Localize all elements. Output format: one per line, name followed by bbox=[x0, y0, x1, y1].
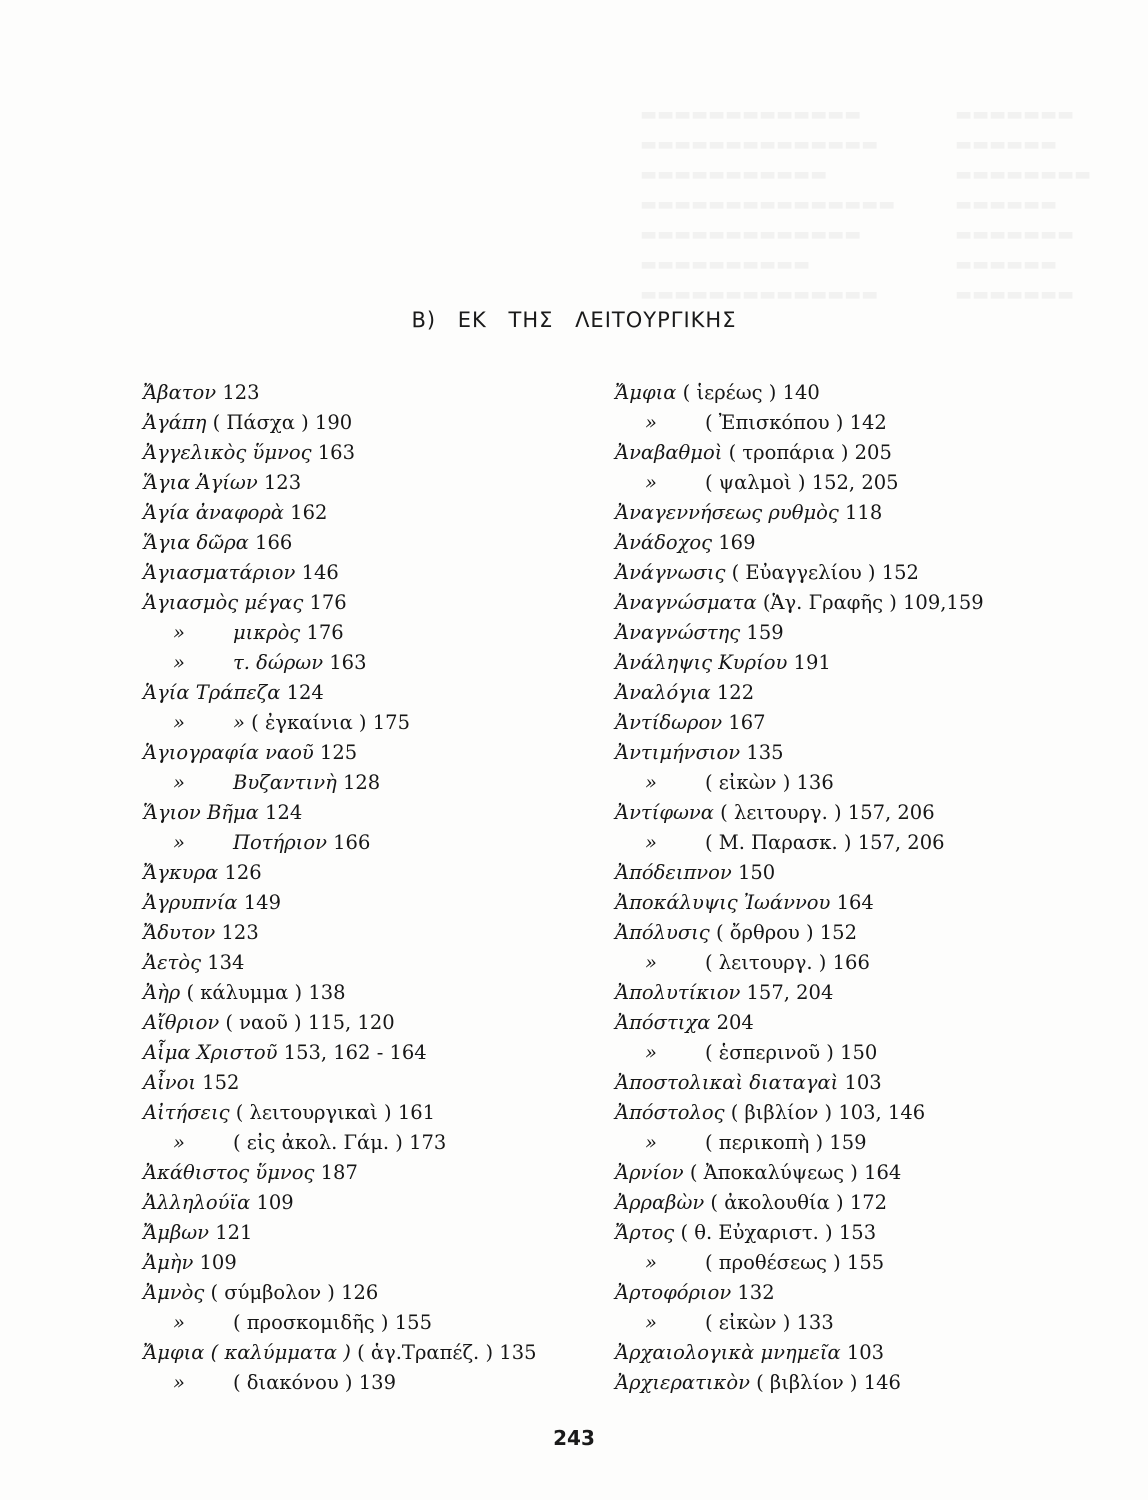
entry-note: ( Ἐπισκόπου ) bbox=[705, 411, 844, 434]
index-entry bbox=[615, 948, 1035, 978]
entry-pages: 123 bbox=[222, 381, 260, 404]
index-entry bbox=[143, 408, 588, 438]
entry-pages: 103, 146 bbox=[838, 1101, 926, 1124]
index-entry bbox=[615, 1248, 1035, 1278]
entry-note: ( κάλυμμα ) bbox=[186, 981, 303, 1004]
entry-pages: 124 bbox=[286, 681, 324, 704]
entry-term: Ἅγια Ἁγίων bbox=[143, 471, 258, 494]
ditto-mark: » bbox=[173, 711, 185, 734]
entry-term: Αἰτήσεις bbox=[143, 1101, 230, 1124]
entry-term: Ἀκάθιστος ὕμνος bbox=[143, 1161, 315, 1184]
entry-term: Ἀμνὸς bbox=[143, 1281, 205, 1304]
entry-note: ( Εὐαγγελίου ) bbox=[731, 561, 876, 584]
entry-term: Ἀναβαθμοὶ bbox=[615, 441, 723, 464]
entry-pages: 172 bbox=[849, 1191, 888, 1214]
ditto-mark: » bbox=[645, 1311, 657, 1334]
entry-pages: 167 bbox=[728, 711, 766, 734]
entry-pages: 146 bbox=[301, 561, 339, 584]
index-entry bbox=[143, 618, 588, 648]
entry-pages: 142 bbox=[849, 411, 887, 434]
entry-pages: 109,159 bbox=[903, 591, 984, 614]
entry-pages: 169 bbox=[718, 531, 756, 554]
entry-term: » bbox=[233, 711, 245, 734]
entry-term: Ἀποκάλυψις Ἰωάννου bbox=[615, 891, 831, 914]
entry-pages: 126 bbox=[224, 861, 262, 884]
entry-note: ( προθέσεως ) bbox=[705, 1251, 841, 1274]
entry-term: Ἅγια δῶρα bbox=[143, 531, 249, 554]
entry-pages: 132 bbox=[737, 1281, 775, 1304]
ditto-mark: » bbox=[173, 771, 185, 794]
entry-pages: 121 bbox=[215, 1221, 253, 1244]
index-entry bbox=[143, 438, 588, 468]
index-entry bbox=[615, 1158, 1035, 1188]
index-entry bbox=[615, 438, 1035, 468]
entry-term: Ἀπόστολος bbox=[615, 1101, 725, 1124]
entry-note: ( σύμβολον ) bbox=[210, 1281, 335, 1304]
entry-pages: 123 bbox=[221, 921, 259, 944]
index-entry bbox=[615, 1008, 1035, 1038]
index-entry bbox=[615, 918, 1035, 948]
entry-pages: 136 bbox=[796, 771, 834, 794]
index-entry bbox=[615, 678, 1035, 708]
entry-pages: 166 bbox=[333, 831, 371, 854]
entry-pages: 152 bbox=[202, 1071, 240, 1094]
ditto-mark: » bbox=[645, 1251, 657, 1274]
index-column-left bbox=[143, 378, 588, 1398]
entry-term: Ἄβατον bbox=[143, 381, 217, 404]
index-entry bbox=[615, 1098, 1035, 1128]
index-entry bbox=[615, 1368, 1035, 1398]
entry-note: ( ψαλμοὶ ) bbox=[705, 471, 806, 494]
index-entry bbox=[143, 468, 588, 498]
entry-pages: 149 bbox=[243, 891, 281, 914]
entry-note: ( ἀκολουθία ) bbox=[710, 1191, 844, 1214]
index-entry bbox=[143, 1368, 588, 1398]
index-entry bbox=[143, 1248, 588, 1278]
ditto-mark: » bbox=[645, 411, 657, 434]
index-entry bbox=[615, 1128, 1035, 1158]
index-entry bbox=[143, 1038, 588, 1068]
entry-term: Ἅγιον Βῆμα bbox=[143, 801, 259, 824]
entry-pages: 176 bbox=[309, 591, 347, 614]
entry-note: ( εἰκὼν ) bbox=[705, 1311, 791, 1334]
show-through-left: ▬▬▬▬▬▬▬▬▬▬▬▬▬ ▬▬▬▬▬▬▬▬▬▬▬▬▬▬ ▬▬▬▬▬▬▬▬▬▬▬ ▬▬▬▬▬▬▬▬▬▬▬▬▬▬▬ ▬▬▬▬▬▬▬▬▬▬▬▬▬ ▬▬▬▬▬▬▬▬▬▬ ▬▬▬▬▬▬▬▬▬▬▬▬▬▬ bbox=[640, 104, 896, 305]
entry-term: Ἀγγελικὸς ὕμνος bbox=[143, 441, 312, 464]
entry-pages: 124 bbox=[265, 801, 303, 824]
entry-term: Ἄμφια ( καλύμματα ) bbox=[143, 1341, 351, 1364]
entry-term: Ἁγία ἀναφορὰ bbox=[143, 501, 284, 524]
entry-term: Ἀγρυπνία bbox=[143, 891, 238, 914]
entry-pages: 164 bbox=[836, 891, 874, 914]
entry-pages: 115, 120 bbox=[307, 1011, 395, 1034]
entry-term: Ἁγιογραφία ναοῦ bbox=[143, 741, 314, 764]
entry-term: Ἄγκυρα bbox=[143, 861, 219, 884]
index-column-right bbox=[615, 378, 1035, 1398]
entry-term: Ἄμφια bbox=[615, 381, 677, 404]
entry-term: Ἀρραβὼν bbox=[615, 1191, 705, 1214]
index-entry bbox=[615, 498, 1035, 528]
index-entry bbox=[143, 918, 588, 948]
index-entry bbox=[615, 648, 1035, 678]
index-entry bbox=[143, 1008, 588, 1038]
section-heading: Β) ΕΚ ΤΗΣ ΛΕΙΤΟΥΡΓΙΚΗΣ bbox=[411, 308, 737, 332]
ditto-mark: » bbox=[645, 771, 657, 794]
index-entry bbox=[615, 408, 1035, 438]
ditto-mark: » bbox=[173, 1311, 185, 1334]
entry-pages: 152, 205 bbox=[811, 471, 899, 494]
index-entry bbox=[143, 588, 588, 618]
entry-note: ( θ. Εὐχαριστ. ) bbox=[680, 1221, 833, 1244]
index-entry bbox=[143, 738, 588, 768]
entry-pages: 157, 204 bbox=[746, 981, 834, 1004]
entry-note: ( εἰς ἀκολ. Γάμ. ) bbox=[233, 1131, 403, 1154]
entry-note: ( ὄρθρου ) bbox=[715, 921, 814, 944]
show-through-right: ▬▬▬▬▬▬▬ ▬▬▬▬▬▬ ▬▬▬▬▬▬▬▬ ▬▬▬▬▬▬ ▬▬▬▬▬▬▬ ▬▬▬▬▬▬ ▬▬▬▬▬▬▬ bbox=[955, 104, 1092, 305]
entry-pages: 133 bbox=[796, 1311, 834, 1334]
entry-term: Ἀντίδωρον bbox=[615, 711, 723, 734]
index-entry bbox=[615, 768, 1035, 798]
entry-term: Αἴθριον bbox=[143, 1011, 220, 1034]
entry-pages: 103 bbox=[844, 1071, 882, 1094]
entry-term: τ. δώρων bbox=[233, 651, 324, 674]
index-entry bbox=[615, 618, 1035, 648]
entry-term: Ἀὴρ bbox=[143, 981, 181, 1004]
entry-term: Ἀναγνώσματα bbox=[615, 591, 757, 614]
entry-term: Ἀπόστιχα bbox=[615, 1011, 711, 1034]
entry-pages: 125 bbox=[319, 741, 358, 764]
entry-term: Ἀρτοφόριον bbox=[615, 1281, 732, 1304]
index-entry bbox=[143, 798, 588, 828]
index-entry bbox=[143, 1188, 588, 1218]
entry-note: ( λειτουργ. ) bbox=[705, 951, 827, 974]
entry-pages: 140 bbox=[782, 381, 820, 404]
entry-term: Ἀλληλούϊα bbox=[143, 1191, 251, 1214]
entry-term: Ἀπολυτίκιον bbox=[615, 981, 741, 1004]
entry-note: ( ἑσπερινοῦ ) bbox=[705, 1041, 834, 1064]
index-entry bbox=[615, 1338, 1035, 1368]
entry-pages: 163 bbox=[317, 441, 355, 464]
entry-note: ( περικοπὴ ) bbox=[705, 1131, 824, 1154]
entry-term: Ἀπόλυσις bbox=[615, 921, 710, 944]
entry-term: Ἀντιμήνσιον bbox=[615, 741, 741, 764]
entry-pages: 163 bbox=[329, 651, 367, 674]
entry-pages: 153, 162 - 164 bbox=[283, 1041, 427, 1064]
index-entry bbox=[615, 378, 1035, 408]
entry-note: ( λειτουργικαὶ ) bbox=[235, 1101, 392, 1124]
entry-note: ( Πάσχα ) bbox=[212, 411, 309, 434]
index-entry bbox=[615, 858, 1035, 888]
index-entry bbox=[143, 948, 588, 978]
entry-note: ( λειτουργ. ) bbox=[720, 801, 842, 824]
entry-note: ( τροπάρια ) bbox=[728, 441, 849, 464]
ditto-mark: » bbox=[645, 1131, 657, 1154]
index-entry bbox=[615, 1218, 1035, 1248]
entry-pages: 150 bbox=[737, 861, 776, 884]
entry-pages: 155 bbox=[394, 1311, 432, 1334]
index-entry bbox=[143, 498, 588, 528]
index-entry bbox=[143, 678, 588, 708]
entry-pages: 155 bbox=[846, 1251, 885, 1274]
entry-term: Αἷμα Χριστοῦ bbox=[143, 1041, 278, 1064]
entry-pages: 139 bbox=[358, 1371, 396, 1394]
entry-note: ( εἰκὼν ) bbox=[705, 771, 791, 794]
entry-pages: 175 bbox=[372, 711, 410, 734]
entry-term: Ἀναγεννήσεως ρυθμὸς bbox=[615, 501, 839, 524]
entry-term: Ἀμὴν bbox=[143, 1251, 194, 1274]
entry-pages: 190 bbox=[314, 411, 353, 434]
entry-term: Ἀναλόγια bbox=[615, 681, 711, 704]
index-entry bbox=[615, 828, 1035, 858]
entry-pages: 103 bbox=[846, 1341, 885, 1364]
entry-pages: 162 bbox=[290, 501, 328, 524]
index-entry bbox=[615, 1278, 1035, 1308]
entry-note: ( Μ. Παρασκ. ) bbox=[705, 831, 852, 854]
entry-pages: 135 bbox=[499, 1341, 537, 1364]
index-entry bbox=[143, 558, 588, 588]
entry-term: Ἀνάγνωσις bbox=[615, 561, 726, 584]
index-entry bbox=[143, 648, 588, 678]
entry-term: Ἀρχιερατικὸν bbox=[615, 1371, 750, 1394]
entry-term: Ἀναγνώστης bbox=[615, 621, 741, 644]
index-entry bbox=[143, 828, 588, 858]
index-entry bbox=[615, 558, 1035, 588]
entry-term: Ἄμβων bbox=[143, 1221, 210, 1244]
entry-pages: 152 bbox=[881, 561, 919, 584]
entry-note: ( ἱερέως ) bbox=[682, 381, 777, 404]
entry-pages: 128 bbox=[342, 771, 381, 794]
entry-note: ( βιβλίον ) bbox=[730, 1101, 833, 1124]
entry-note: ( διακόνου ) bbox=[233, 1371, 353, 1394]
entry-pages: 109 bbox=[199, 1251, 237, 1274]
entry-pages: 159 bbox=[829, 1131, 867, 1154]
entry-pages: 166 bbox=[832, 951, 870, 974]
entry-pages: 135 bbox=[746, 741, 784, 764]
entry-note: ( ἐγκαίνια ) bbox=[251, 711, 367, 734]
entry-pages: 123 bbox=[263, 471, 302, 494]
index-entry bbox=[615, 978, 1035, 1008]
entry-pages: 138 bbox=[308, 981, 346, 1004]
entry-pages: 191 bbox=[793, 651, 831, 674]
entry-pages: 126 bbox=[341, 1281, 379, 1304]
ditto-mark: » bbox=[173, 831, 185, 854]
entry-note: ( ἁγ.Τραπέζ. ) bbox=[357, 1341, 494, 1364]
page-number: 243 bbox=[553, 1426, 595, 1450]
entry-pages: 161 bbox=[397, 1101, 436, 1124]
entry-pages: 164 bbox=[864, 1161, 902, 1184]
entry-pages: 187 bbox=[320, 1161, 358, 1184]
entry-pages: 150 bbox=[840, 1041, 878, 1064]
entry-pages: 157, 206 bbox=[847, 801, 935, 824]
entry-note: ( ναοῦ ) bbox=[225, 1011, 302, 1034]
index-entry bbox=[615, 468, 1035, 498]
entry-term: Ἄρτος bbox=[615, 1221, 675, 1244]
index-entry bbox=[143, 1128, 588, 1158]
index-entry bbox=[615, 888, 1035, 918]
ditto-mark: » bbox=[645, 471, 657, 494]
entry-term: Ἀετὸς bbox=[143, 951, 201, 974]
index-entry bbox=[615, 588, 1035, 618]
entry-term: Ποτήριον bbox=[233, 831, 327, 854]
entry-pages: 109 bbox=[256, 1191, 294, 1214]
index-entry bbox=[615, 708, 1035, 738]
entry-term: Ἀνάληψις Κυρίου bbox=[615, 651, 788, 674]
index-entry bbox=[143, 1098, 588, 1128]
entry-note: ( Ἀποκαλύψεως ) bbox=[689, 1161, 858, 1184]
entry-term: Ἁγιασματάριον bbox=[143, 561, 296, 584]
entry-pages: 159 bbox=[746, 621, 784, 644]
entry-term: Ἀποστολικαὶ διαταγαὶ bbox=[615, 1071, 839, 1094]
index-entry bbox=[615, 1038, 1035, 1068]
entry-pages: 134 bbox=[207, 951, 245, 974]
entry-term: Ἀγάπη bbox=[143, 411, 207, 434]
entry-term: Αἶνοι bbox=[143, 1071, 196, 1094]
index-entry bbox=[615, 738, 1035, 768]
entry-term: Βυζαντινὴ bbox=[233, 771, 337, 794]
entry-pages: 173 bbox=[409, 1131, 447, 1154]
ditto-mark: » bbox=[645, 1041, 657, 1064]
entry-term: Ἀντίφωνα bbox=[615, 801, 714, 824]
entry-term: μικρὸς bbox=[233, 621, 301, 644]
index-entry bbox=[615, 1308, 1035, 1338]
index-entry bbox=[143, 1308, 588, 1338]
index-entry bbox=[143, 768, 588, 798]
ditto-mark: » bbox=[173, 1131, 185, 1154]
entry-term: Ἁγιασμὸς μέγας bbox=[143, 591, 304, 614]
entry-pages: 157, 206 bbox=[857, 831, 945, 854]
ditto-mark: » bbox=[173, 651, 185, 674]
index-entry bbox=[143, 378, 588, 408]
entry-pages: 166 bbox=[255, 531, 293, 554]
ditto-mark: » bbox=[645, 951, 657, 974]
index-entry bbox=[615, 528, 1035, 558]
entry-pages: 122 bbox=[716, 681, 755, 704]
index-entry bbox=[143, 1068, 588, 1098]
index-entry bbox=[615, 1188, 1035, 1218]
index-entry bbox=[143, 1338, 588, 1368]
index-entry bbox=[615, 1068, 1035, 1098]
index-entry bbox=[143, 528, 588, 558]
entry-pages: 146 bbox=[863, 1371, 901, 1394]
entry-pages: 176 bbox=[306, 621, 344, 644]
index-entry bbox=[615, 798, 1035, 828]
entry-term: Ἁγία Τράπεζα bbox=[143, 681, 281, 704]
entry-term: Ἀνάδοχος bbox=[615, 531, 713, 554]
entry-pages: 204 bbox=[716, 1011, 754, 1034]
index-entry bbox=[143, 1158, 588, 1188]
entry-pages: 205 bbox=[854, 441, 892, 464]
entry-term: Ἄδυτον bbox=[143, 921, 216, 944]
ditto-mark: » bbox=[173, 621, 185, 644]
entry-note: (Ἁγ. Γραφῆς ) bbox=[762, 591, 897, 614]
index-entry bbox=[143, 858, 588, 888]
ditto-mark: » bbox=[173, 1371, 185, 1394]
entry-note: ( προσκομιδῆς ) bbox=[233, 1311, 389, 1334]
index-entry bbox=[143, 978, 588, 1008]
entry-term: Ἀπόδειπνον bbox=[615, 861, 732, 884]
ditto-mark: » bbox=[645, 831, 657, 854]
index-entry bbox=[143, 1218, 588, 1248]
entry-pages: 118 bbox=[845, 501, 883, 524]
index-entry bbox=[143, 888, 588, 918]
entry-pages: 152 bbox=[819, 921, 857, 944]
entry-term: Ἀρχαιολογικὰ μνημεῖα bbox=[615, 1341, 841, 1364]
entry-note: ( βιβλίον ) bbox=[756, 1371, 858, 1394]
entry-pages: 153 bbox=[838, 1221, 877, 1244]
entry-term: Ἀρνίον bbox=[615, 1161, 684, 1184]
index-entry bbox=[143, 1278, 588, 1308]
index-entry bbox=[143, 708, 588, 738]
